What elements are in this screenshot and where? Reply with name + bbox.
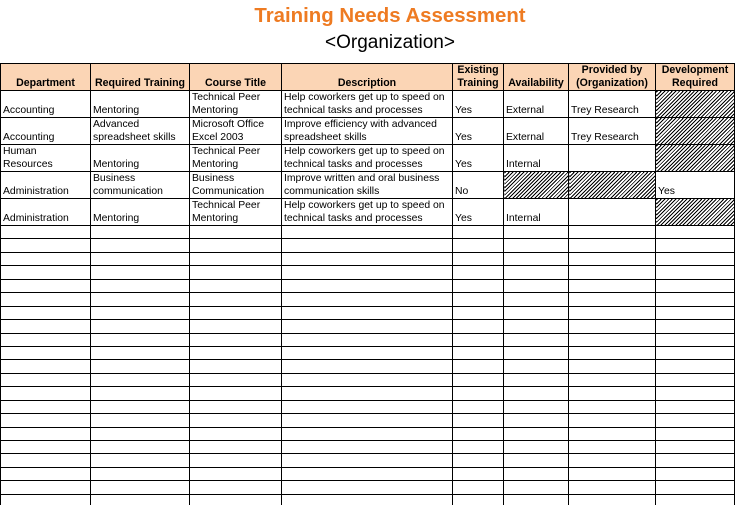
required-training-cell[interactable]: Advanced spreadsheet skills xyxy=(91,118,190,145)
development-required-cell[interactable] xyxy=(656,373,735,386)
empty-row xyxy=(1,333,735,346)
course-title-cell[interactable] xyxy=(190,266,282,279)
description-cell[interactable] xyxy=(282,427,453,440)
column-header-department: Department xyxy=(1,64,91,91)
description-cell[interactable] xyxy=(282,252,453,265)
empty-row xyxy=(1,414,735,427)
department-cell[interactable] xyxy=(1,414,91,427)
development-required-cell[interactable] xyxy=(656,266,735,279)
existing-training-cell[interactable] xyxy=(453,441,504,454)
description-cell[interactable] xyxy=(282,454,453,467)
availability-cell[interactable] xyxy=(504,239,569,252)
required-training-cell[interactable] xyxy=(91,481,190,494)
availability-cell[interactable] xyxy=(504,279,569,292)
availability-cell[interactable] xyxy=(504,387,569,400)
column-header-required-training: Required Training xyxy=(91,64,190,91)
provided-by-cell[interactable]: Trey Research xyxy=(569,91,656,118)
development-required-cell[interactable] xyxy=(656,279,735,292)
development-required-cell[interactable]: Yes xyxy=(656,172,735,199)
empty-row xyxy=(1,239,735,252)
required-training-cell[interactable]: Mentoring xyxy=(91,91,190,118)
course-title-cell[interactable] xyxy=(190,454,282,467)
provided-by-cell[interactable]: Trey Research xyxy=(569,118,656,145)
availability-cell[interactable] xyxy=(504,266,569,279)
existing-training-cell[interactable] xyxy=(453,400,504,413)
availability-cell[interactable] xyxy=(504,441,569,454)
description-cell[interactable] xyxy=(282,387,453,400)
provided-by-cell[interactable] xyxy=(569,320,656,333)
course-title-cell[interactable] xyxy=(190,252,282,265)
department-cell[interactable]: Accounting xyxy=(1,118,91,145)
empty-row xyxy=(1,373,735,386)
course-title-cell[interactable] xyxy=(190,293,282,306)
document-title: Training Needs Assessment xyxy=(254,5,526,27)
required-training-cell[interactable] xyxy=(91,293,190,306)
required-training-cell[interactable] xyxy=(91,320,190,333)
required-training-cell[interactable] xyxy=(91,252,190,265)
development-required-cell[interactable] xyxy=(656,306,735,319)
department-cell[interactable] xyxy=(1,306,91,319)
existing-training-cell[interactable] xyxy=(453,454,504,467)
availability-cell[interactable] xyxy=(504,373,569,386)
column-header-availability: Availability xyxy=(504,64,569,91)
provided-by-cell[interactable] xyxy=(569,346,656,359)
header-row xyxy=(1,64,735,91)
development-required-cell[interactable] xyxy=(656,346,735,359)
course-title-cell[interactable] xyxy=(190,414,282,427)
empty-row xyxy=(1,346,735,359)
empty-row xyxy=(1,293,735,306)
department-cell[interactable] xyxy=(1,360,91,373)
required-training-cell[interactable] xyxy=(91,387,190,400)
development-required-cell-hatched xyxy=(656,91,735,118)
existing-training-cell[interactable] xyxy=(453,481,504,494)
required-training-cell[interactable] xyxy=(91,373,190,386)
department-cell[interactable] xyxy=(1,481,91,494)
required-training-cell[interactable] xyxy=(91,467,190,480)
empty-row xyxy=(1,400,735,413)
description-cell[interactable] xyxy=(282,494,453,505)
existing-training-cell[interactable] xyxy=(453,360,504,373)
department-cell[interactable] xyxy=(1,252,91,265)
department-cell[interactable] xyxy=(1,467,91,480)
empty-row xyxy=(1,494,735,505)
description-cell[interactable] xyxy=(282,414,453,427)
table-row xyxy=(1,199,735,226)
development-required-cell[interactable] xyxy=(656,414,735,427)
required-training-cell[interactable] xyxy=(91,414,190,427)
existing-training-cell[interactable] xyxy=(453,467,504,480)
existing-training-cell[interactable] xyxy=(453,266,504,279)
development-required-cell[interactable] xyxy=(656,441,735,454)
provided-by-cell[interactable] xyxy=(569,279,656,292)
department-cell[interactable] xyxy=(1,333,91,346)
development-required-cell-hatched xyxy=(656,118,735,145)
description-cell[interactable] xyxy=(282,400,453,413)
description-cell[interactable] xyxy=(282,333,453,346)
department-cell[interactable] xyxy=(1,441,91,454)
availability-cell[interactable] xyxy=(504,346,569,359)
development-required-cell[interactable] xyxy=(656,387,735,400)
availability-cell[interactable] xyxy=(504,494,569,505)
department-cell[interactable]: Human Resources xyxy=(1,145,91,172)
course-title-cell[interactable]: Technical Peer Mentoring xyxy=(190,199,282,226)
availability-cell-hatched xyxy=(504,172,569,199)
department-cell[interactable]: Accounting xyxy=(1,91,91,118)
course-title-cell[interactable] xyxy=(190,400,282,413)
provided-by-cell[interactable] xyxy=(569,252,656,265)
course-title-cell[interactable] xyxy=(190,481,282,494)
provided-by-cell[interactable] xyxy=(569,199,656,226)
required-training-cell[interactable] xyxy=(91,360,190,373)
required-training-cell[interactable]: Business communication xyxy=(91,172,190,199)
course-title-cell[interactable]: Business Communication xyxy=(190,172,282,199)
required-training-cell[interactable] xyxy=(91,279,190,292)
column-header-provided-by: Provided by (Organization) xyxy=(569,64,656,91)
organization-placeholder: <Organization> xyxy=(325,32,455,53)
course-title-cell[interactable] xyxy=(190,239,282,252)
training-needs-table xyxy=(0,63,735,505)
description-cell[interactable] xyxy=(282,441,453,454)
required-training-cell[interactable] xyxy=(91,400,190,413)
development-required-cell-hatched xyxy=(656,199,735,226)
existing-training-cell[interactable] xyxy=(453,414,504,427)
course-title-cell[interactable] xyxy=(190,387,282,400)
empty-row xyxy=(1,320,735,333)
existing-training-cell[interactable] xyxy=(453,333,504,346)
existing-training-cell[interactable] xyxy=(453,494,504,505)
existing-training-cell[interactable]: Yes xyxy=(453,91,504,118)
provided-by-cell[interactable] xyxy=(569,373,656,386)
existing-training-cell[interactable] xyxy=(453,387,504,400)
table-body xyxy=(1,91,735,505)
description-cell[interactable] xyxy=(282,266,453,279)
development-required-cell[interactable] xyxy=(656,481,735,494)
column-header-existing-training: Existing Training xyxy=(453,64,504,91)
description-cell[interactable] xyxy=(282,481,453,494)
department-cell[interactable] xyxy=(1,239,91,252)
department-cell[interactable] xyxy=(1,400,91,413)
development-required-cell[interactable] xyxy=(656,333,735,346)
availability-cell[interactable] xyxy=(504,454,569,467)
availability-cell[interactable]: External xyxy=(504,91,569,118)
existing-training-cell[interactable] xyxy=(453,279,504,292)
table-row xyxy=(1,145,735,172)
department-cell[interactable] xyxy=(1,346,91,359)
course-title-cell[interactable] xyxy=(190,441,282,454)
required-training-cell[interactable] xyxy=(91,266,190,279)
existing-training-cell[interactable] xyxy=(453,252,504,265)
course-title-cell[interactable] xyxy=(190,346,282,359)
description-cell[interactable] xyxy=(282,279,453,292)
availability-cell[interactable]: External xyxy=(504,118,569,145)
description-cell[interactable] xyxy=(282,226,453,239)
description-cell[interactable] xyxy=(282,306,453,319)
existing-training-cell[interactable] xyxy=(453,306,504,319)
description-cell[interactable]: Help coworkers get up to speed on technical tasks and processes xyxy=(282,91,453,118)
empty-row xyxy=(1,441,735,454)
course-title-cell[interactable]: Technical Peer Mentoring xyxy=(190,145,282,172)
column-header-development-required: Development Required xyxy=(656,64,735,91)
development-required-cell[interactable] xyxy=(656,427,735,440)
provided-by-cell[interactable] xyxy=(569,494,656,505)
department-cell[interactable] xyxy=(1,266,91,279)
availability-cell[interactable] xyxy=(504,226,569,239)
availability-cell[interactable] xyxy=(504,400,569,413)
empty-row xyxy=(1,387,735,400)
availability-cell[interactable] xyxy=(504,360,569,373)
description-cell[interactable] xyxy=(282,320,453,333)
required-training-cell[interactable]: Mentoring xyxy=(91,199,190,226)
development-required-cell[interactable] xyxy=(656,293,735,306)
development-required-cell[interactable] xyxy=(656,360,735,373)
development-required-cell[interactable] xyxy=(656,494,735,505)
course-title-cell[interactable]: Technical Peer Mentoring xyxy=(190,91,282,118)
existing-training-cell[interactable]: Yes xyxy=(453,145,504,172)
development-required-cell[interactable] xyxy=(656,454,735,467)
availability-cell[interactable] xyxy=(504,293,569,306)
required-training-cell[interactable] xyxy=(91,441,190,454)
availability-cell[interactable] xyxy=(504,252,569,265)
provided-by-cell[interactable] xyxy=(569,387,656,400)
empty-row xyxy=(1,454,735,467)
table-row xyxy=(1,172,735,199)
provided-by-cell[interactable] xyxy=(569,400,656,413)
description-cell[interactable] xyxy=(282,360,453,373)
empty-row xyxy=(1,306,735,319)
existing-training-cell[interactable] xyxy=(453,226,504,239)
course-title-cell[interactable]: Microsoft Office Excel 2003 xyxy=(190,118,282,145)
required-training-cell[interactable] xyxy=(91,333,190,346)
required-training-cell[interactable] xyxy=(91,239,190,252)
table-row xyxy=(1,118,735,145)
development-required-cell[interactable] xyxy=(656,467,735,480)
department-cell[interactable]: Administration xyxy=(1,172,91,199)
description-cell[interactable]: Help coworkers get up to speed on technical tasks and processes xyxy=(282,199,453,226)
description-cell[interactable] xyxy=(282,293,453,306)
department-cell[interactable] xyxy=(1,454,91,467)
existing-training-cell[interactable] xyxy=(453,427,504,440)
department-cell[interactable] xyxy=(1,494,91,505)
required-training-cell[interactable] xyxy=(91,306,190,319)
provided-by-cell-hatched xyxy=(569,172,656,199)
department-cell[interactable] xyxy=(1,320,91,333)
provided-by-cell[interactable] xyxy=(569,266,656,279)
development-required-cell[interactable] xyxy=(656,400,735,413)
empty-row xyxy=(1,266,735,279)
development-required-cell[interactable] xyxy=(656,252,735,265)
existing-training-cell[interactable]: Yes xyxy=(453,199,504,226)
required-training-cell[interactable] xyxy=(91,454,190,467)
availability-cell[interactable] xyxy=(504,333,569,346)
existing-training-cell[interactable]: Yes xyxy=(453,118,504,145)
existing-training-cell[interactable] xyxy=(453,320,504,333)
availability-cell[interactable] xyxy=(504,306,569,319)
development-required-cell[interactable] xyxy=(656,320,735,333)
provided-by-cell[interactable] xyxy=(569,333,656,346)
course-title-cell[interactable] xyxy=(190,427,282,440)
provided-by-cell[interactable] xyxy=(569,239,656,252)
provided-by-cell[interactable] xyxy=(569,454,656,467)
course-title-cell[interactable] xyxy=(190,226,282,239)
empty-row xyxy=(1,467,735,480)
existing-training-cell[interactable] xyxy=(453,293,504,306)
description-cell[interactable]: Improve written and oral business communication skills xyxy=(282,172,453,199)
empty-row xyxy=(1,279,735,292)
existing-training-cell[interactable] xyxy=(453,239,504,252)
description-cell[interactable] xyxy=(282,346,453,359)
empty-row xyxy=(1,252,735,265)
provided-by-cell[interactable] xyxy=(569,226,656,239)
empty-row xyxy=(1,427,735,440)
description-cell[interactable] xyxy=(282,239,453,252)
course-title-cell[interactable] xyxy=(190,360,282,373)
availability-cell[interactable] xyxy=(504,320,569,333)
availability-cell[interactable] xyxy=(504,427,569,440)
provided-by-cell[interactable] xyxy=(569,306,656,319)
department-cell[interactable] xyxy=(1,427,91,440)
description-cell[interactable] xyxy=(282,467,453,480)
course-title-cell[interactable] xyxy=(190,279,282,292)
existing-training-cell[interactable]: No xyxy=(453,172,504,199)
required-training-cell[interactable]: Mentoring xyxy=(91,145,190,172)
course-title-cell[interactable] xyxy=(190,306,282,319)
department-cell[interactable] xyxy=(1,279,91,292)
provided-by-cell[interactable] xyxy=(569,441,656,454)
empty-row xyxy=(1,360,735,373)
description-cell[interactable]: Improve efficiency with advanced spreadsheet skills xyxy=(282,118,453,145)
table-row xyxy=(1,91,735,118)
required-training-cell[interactable] xyxy=(91,427,190,440)
course-title-cell[interactable] xyxy=(190,494,282,505)
availability-cell[interactable] xyxy=(504,414,569,427)
empty-row xyxy=(1,481,735,494)
availability-cell[interactable] xyxy=(504,467,569,480)
course-title-cell[interactable] xyxy=(190,373,282,386)
department-cell[interactable] xyxy=(1,387,91,400)
required-training-cell[interactable] xyxy=(91,346,190,359)
course-title-cell[interactable] xyxy=(190,320,282,333)
availability-cell[interactable] xyxy=(504,481,569,494)
empty-row xyxy=(1,226,735,239)
department-cell[interactable] xyxy=(1,293,91,306)
development-required-cell-hatched xyxy=(656,145,735,172)
availability-cell[interactable]: Internal xyxy=(504,199,569,226)
provided-by-cell[interactable] xyxy=(569,360,656,373)
provided-by-cell[interactable] xyxy=(569,481,656,494)
provided-by-cell[interactable] xyxy=(569,293,656,306)
description-cell[interactable]: Help coworkers get up to speed on technical tasks and processes xyxy=(282,145,453,172)
required-training-cell[interactable] xyxy=(91,226,190,239)
existing-training-cell[interactable] xyxy=(453,346,504,359)
department-cell[interactable]: Administration xyxy=(1,199,91,226)
description-cell[interactable] xyxy=(282,373,453,386)
column-header-description: Description xyxy=(282,64,453,91)
existing-training-cell[interactable] xyxy=(453,373,504,386)
provided-by-cell[interactable] xyxy=(569,414,656,427)
provided-by-cell[interactable] xyxy=(569,427,656,440)
availability-cell[interactable]: Internal xyxy=(504,145,569,172)
provided-by-cell[interactable] xyxy=(569,467,656,480)
department-cell[interactable] xyxy=(1,373,91,386)
course-title-cell[interactable] xyxy=(190,467,282,480)
column-header-course-title: Course Title xyxy=(190,64,282,91)
required-training-cell[interactable] xyxy=(91,494,190,505)
development-required-cell[interactable] xyxy=(656,239,735,252)
course-title-cell[interactable] xyxy=(190,333,282,346)
table-header xyxy=(1,64,735,91)
provided-by-cell[interactable] xyxy=(569,145,656,172)
development-required-cell[interactable] xyxy=(656,226,735,239)
department-cell[interactable] xyxy=(1,226,91,239)
